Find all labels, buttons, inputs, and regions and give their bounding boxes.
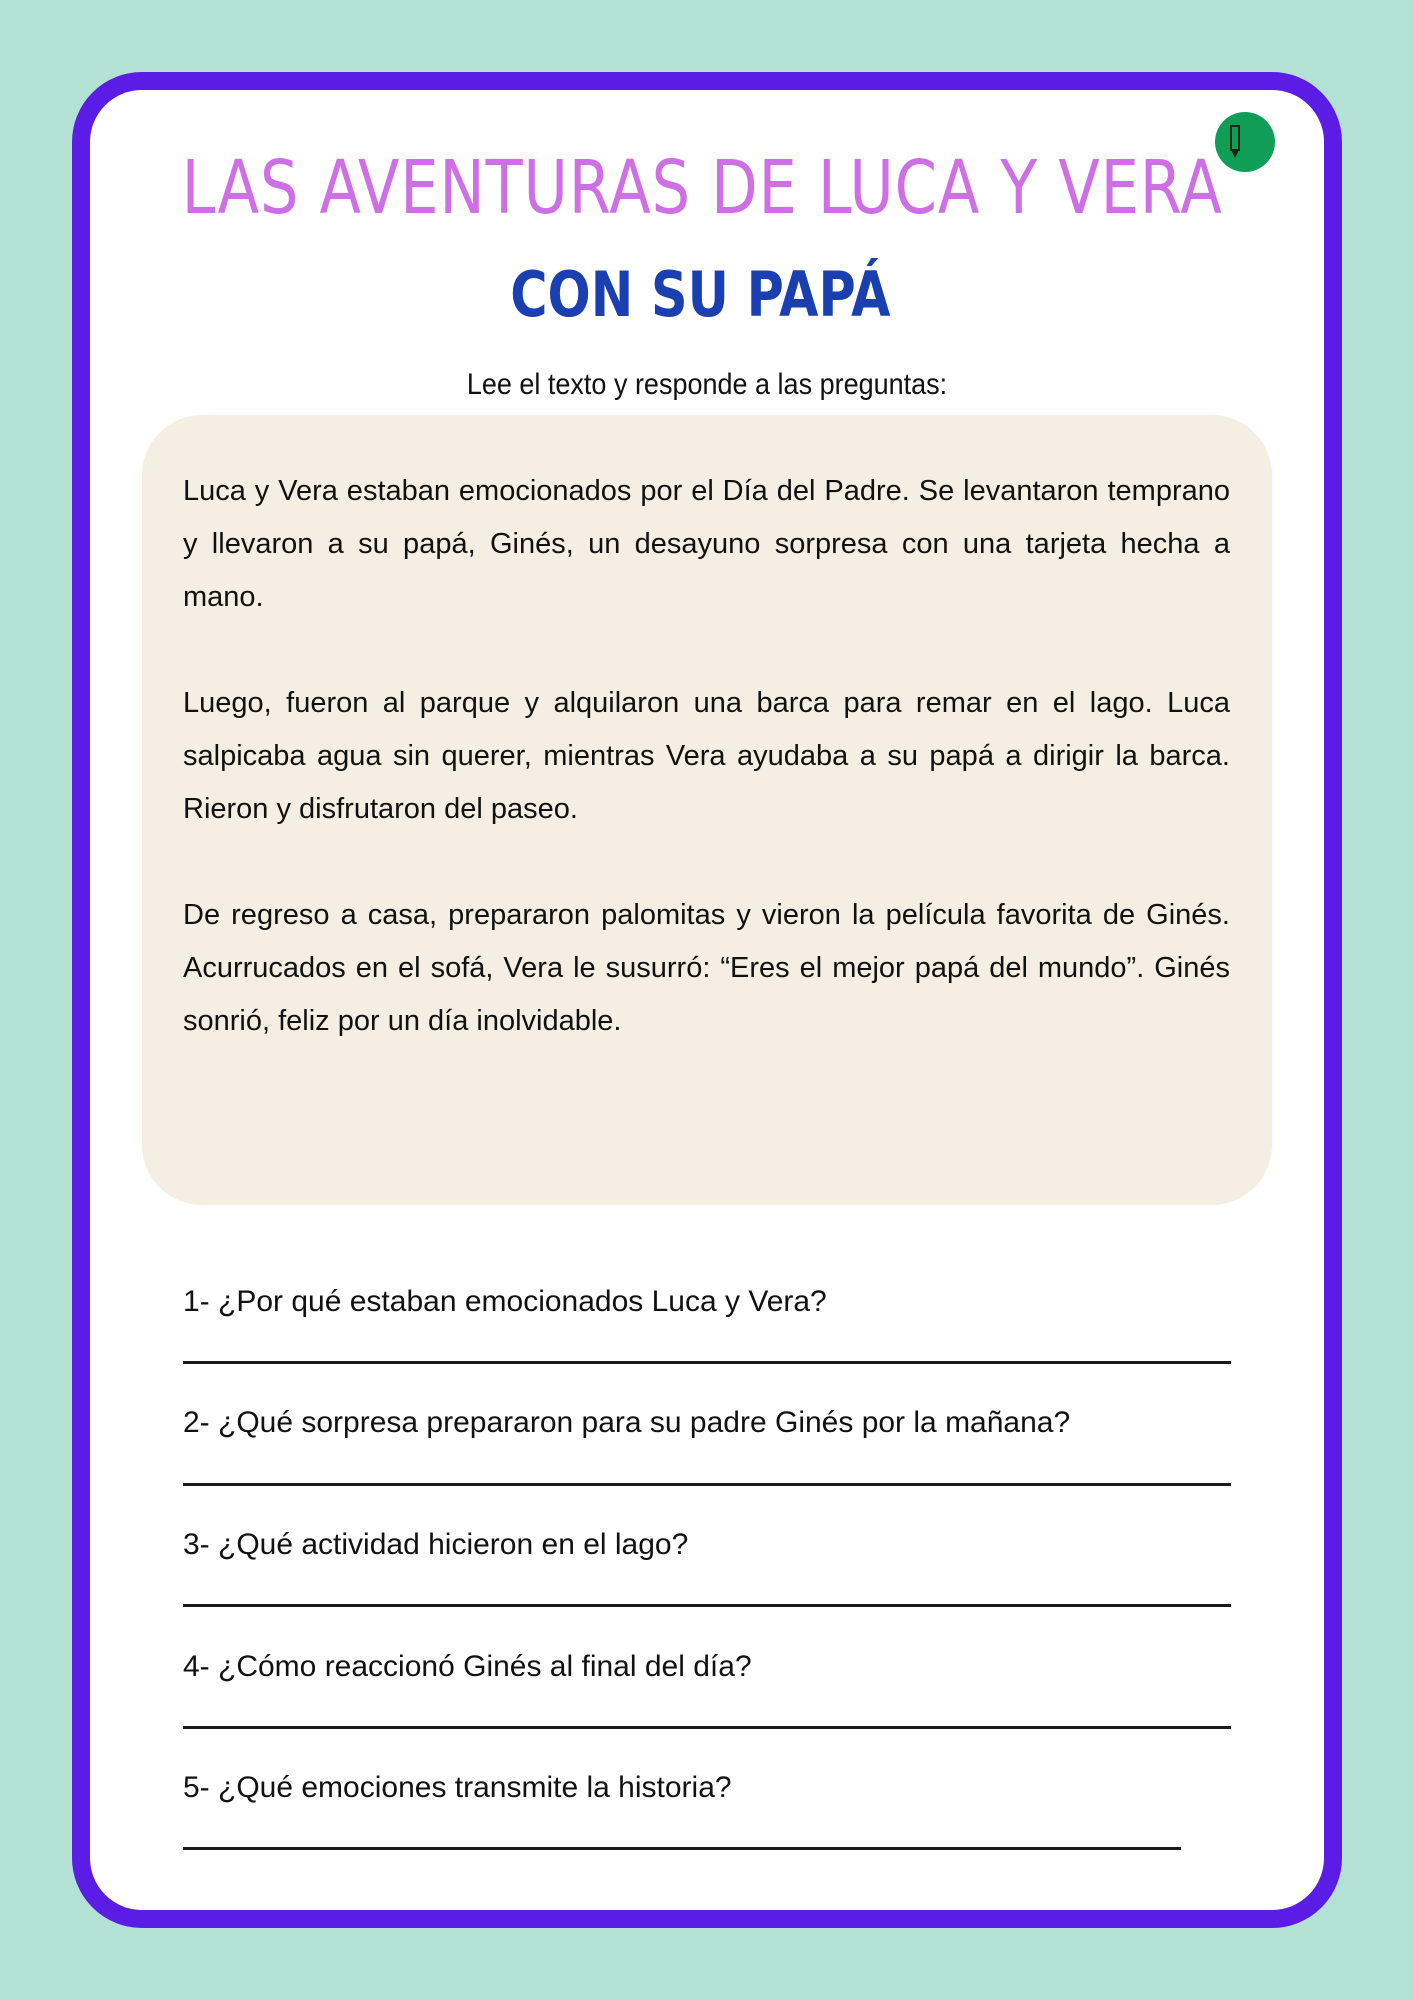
question-3: 3- ¿Qué actividad hicieron en el lago? bbox=[183, 1528, 689, 1561]
story-paragraph-2: Luego, fueron al parque y alquilaron una barca para remar en el lago. Luca salpicaba agua sin querer, mientras Vera ayudaba a su papá a dirigir la barca. Rieron y disfrutaron del paseo. bbox=[183, 687, 1230, 825]
page-subtitle: CON SU PAPÁ bbox=[510, 258, 891, 331]
story-paragraph-1: Luca y Vera estaban emocionados por el Día del Padre. Se levantaron temprano y llevaron a su papá, Ginés, un desayuno sorpresa con una tarjeta hecha a mano. bbox=[183, 475, 1230, 613]
question-1: 1- ¿Por qué estaban emocionados Luca y Vera? bbox=[183, 1285, 827, 1318]
answer-line-5[interactable] bbox=[183, 1847, 1181, 1850]
answer-line-4[interactable] bbox=[183, 1726, 1231, 1729]
story-paragraph-3: De regreso a casa, prepararon palomitas y vieron la película favorita de Ginés. Acurrucados en el sofá, Vera le susurró: “Eres el mejor papá del mundo”. Ginés sonrió, feliz por un día inolvidable. bbox=[183, 899, 1230, 1037]
answer-line-2[interactable] bbox=[183, 1483, 1231, 1486]
question-4: 4- ¿Cómo reaccionó Ginés al final del día? bbox=[183, 1650, 752, 1683]
instruction-text: Lee el texto y responde a las preguntas: bbox=[466, 368, 948, 401]
question-5: 5- ¿Qué emociones transmite la historia? bbox=[183, 1771, 732, 1804]
answer-line-3[interactable] bbox=[183, 1604, 1231, 1607]
page-title: LAS AVENTURAS DE LUCA Y VERA bbox=[181, 145, 1223, 231]
story-text bbox=[183, 465, 1230, 1101]
answer-line-1[interactable] bbox=[183, 1361, 1231, 1364]
question-2: 2- ¿Qué sorpresa prepararon para su padre Ginés por la mañana? bbox=[183, 1406, 1071, 1439]
